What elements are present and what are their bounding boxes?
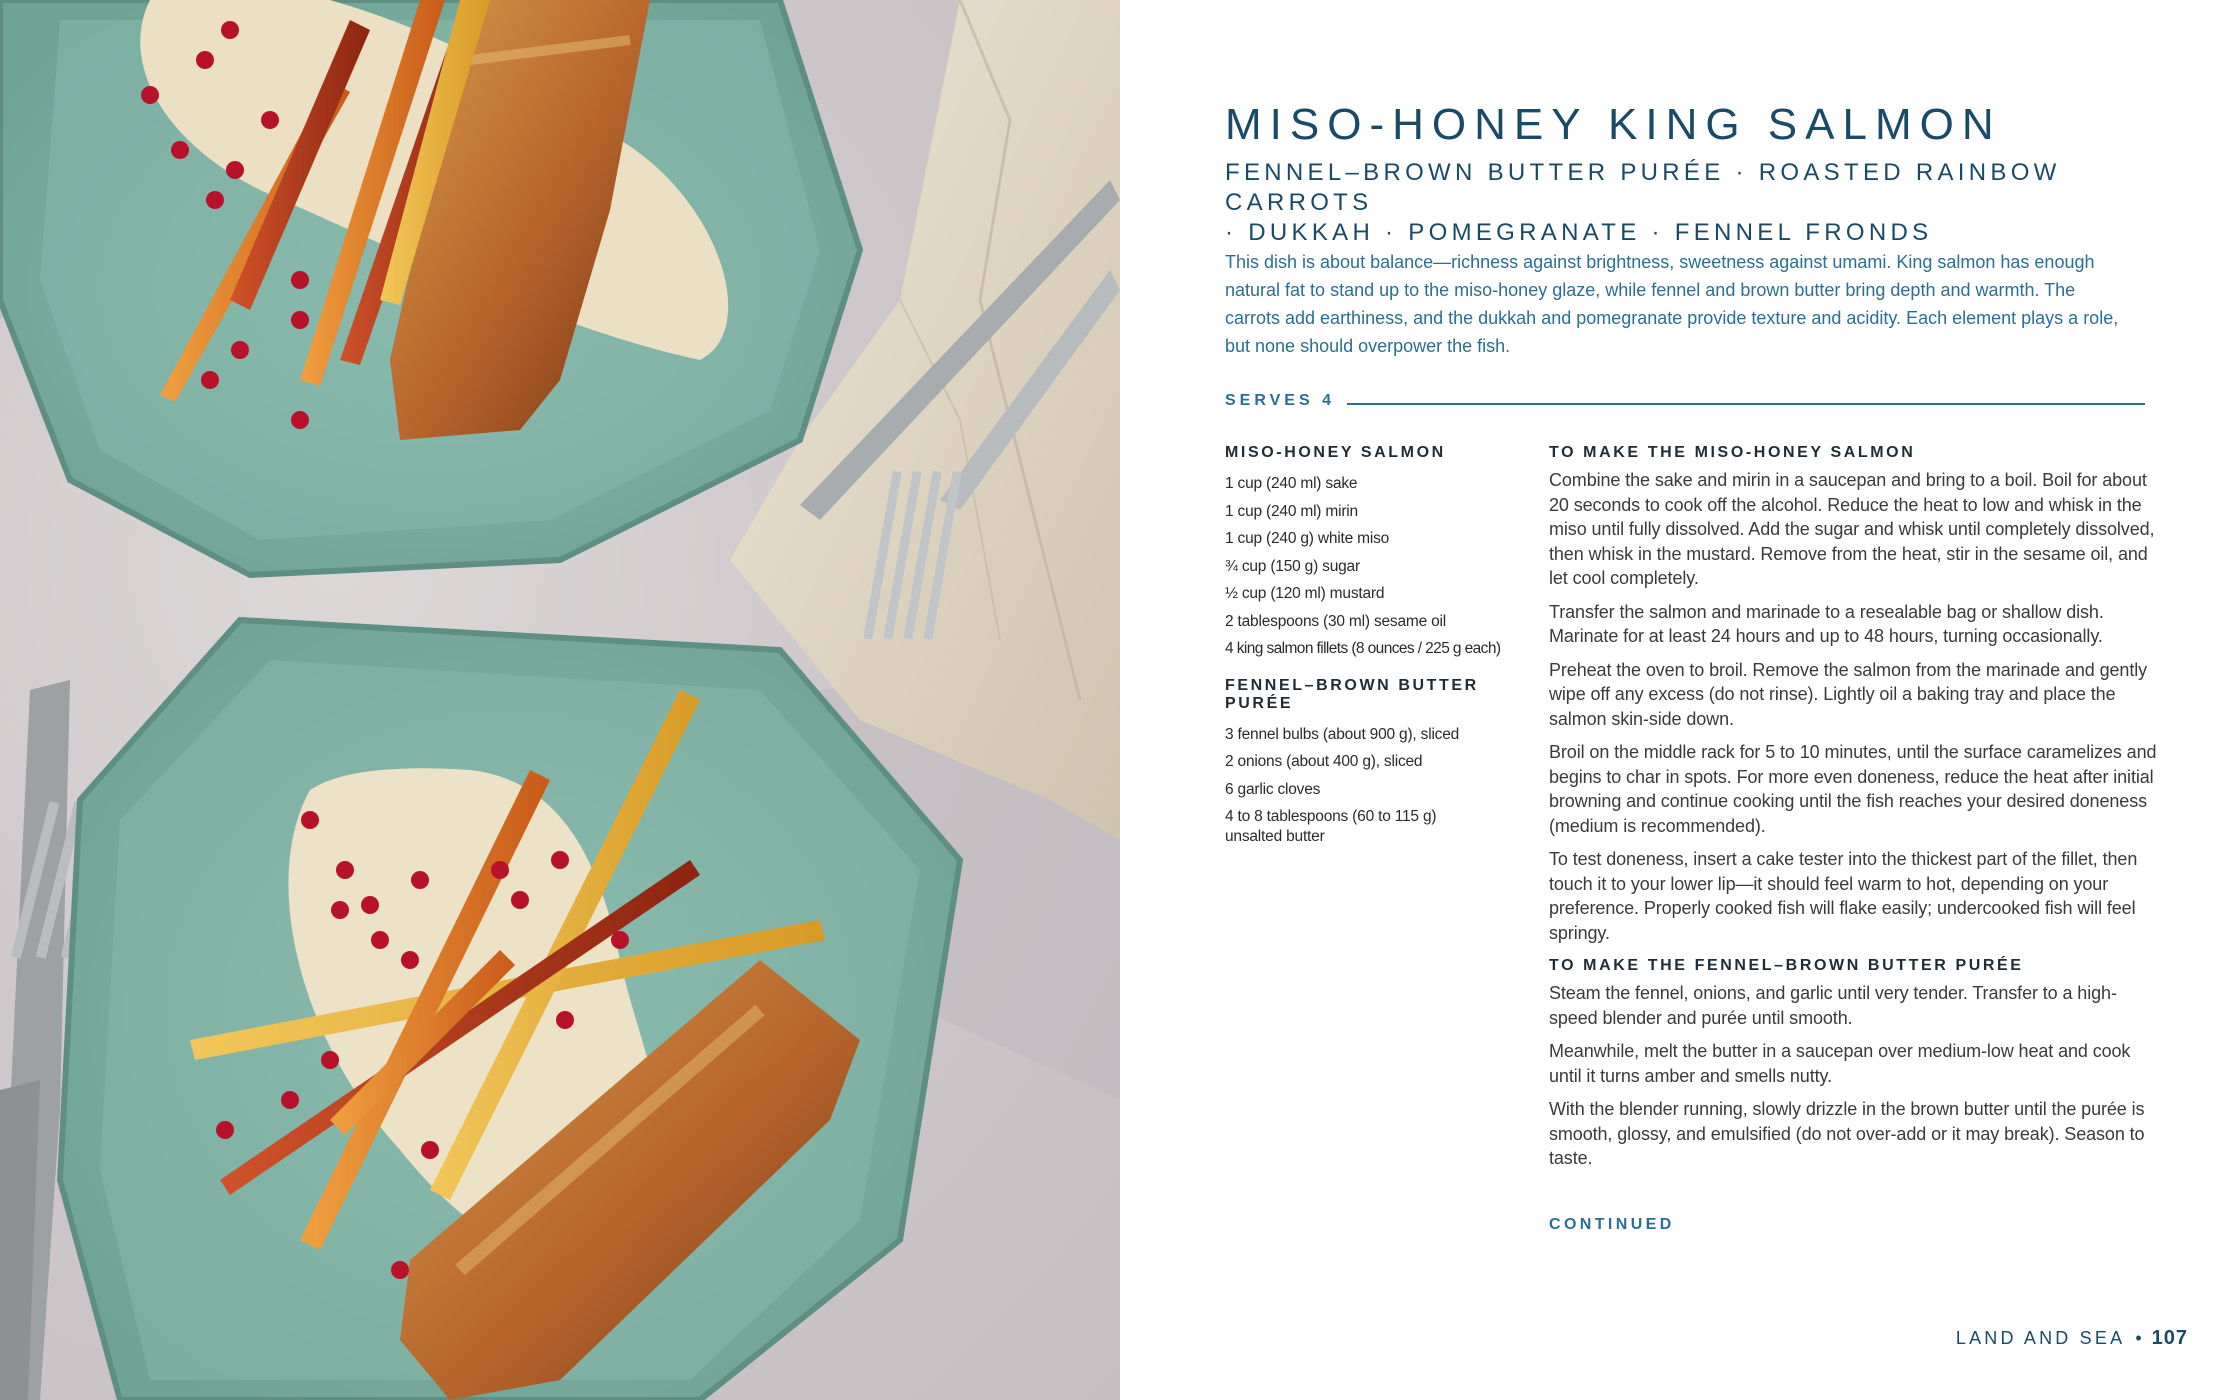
ingredient-item: 6 garlic cloves <box>1225 780 1321 798</box>
section-name: LAND AND SEA <box>1955 1328 2126 1348</box>
ingredient-item: 4 to 8 tablespoons (60 to 115 g) unsalted butter <box>1225 808 1437 845</box>
method-step: Preheat the oven to broil. Remove the salmon from the marinade and gently wipe off any excess (do not rinse). Lightly oil a baking tray and place the salmon skin-side down. <box>1549 659 2148 729</box>
footer-bullet: • <box>2135 1328 2142 1348</box>
method-step: Meanwhile, melt the butter in a saucepan over medium-low heat and cook until it turns amber and smells nutty. <box>1549 1041 2131 1086</box>
recipe-intro: This dish is about balance—richness against brightness, sweetness against umami. King salmon has enough natural fat to stand up to the miso-honey glaze, while fennel and brown butter bring depth and warmth. The carrots add earthiness, and the dukkah and pomegranate provide texture and acidity. Each element plays a role, but none should overpower the fish. <box>1225 252 2119 356</box>
ingredient-item: 4 king salmon fillets (8 ounces / 225 g each) <box>1225 640 1501 657</box>
ingredients-heading-puree: FENNEL–BROWN BUTTER PURÉE <box>1225 676 1479 712</box>
ingredient-item: ½ cup (120 ml) mustard <box>1225 585 1385 602</box>
top-plate <box>0 0 860 575</box>
method-step: Broil on the middle rack for 5 to 10 minutes, until the surface caramelizes and begins to char in spots. For more even doneness, reduce the heat after initial browning and continue cooking until the fish reaches your desired doneness (medium is recommended). <box>1549 742 2157 836</box>
subtitle-line-2: · DUKKAH · POMEGRANATE · FENNEL FRONDS <box>1225 219 1933 246</box>
serves-row <box>1225 392 2145 416</box>
ingredient-item: 3 fennel bulbs (about 900 g), sliced <box>1225 725 1460 743</box>
page-footer <box>1956 1327 2188 1350</box>
method-step: Transfer the salmon and marinade to a resealable bag or shallow dish. Marinate for at least 24 hours and up to 48 hours, turning occasionally. <box>1549 601 2104 646</box>
method-step: To test doneness, insert a cake tester into the thickest part of the fillet, then touch it to your lower lip—it should feel warm to hot, depending on your preference. Properly cooked fish will flake easily; undercooked fish will feel springy. <box>1549 849 2138 943</box>
ingredient-item: ¾ cup (150 g) sugar <box>1225 557 1360 575</box>
subtitle-line-1: FENNEL–BROWN BUTTER PURÉE · ROASTED RAINBOW CARROTS <box>1225 159 2061 216</box>
ingredients-list-salmon <box>1225 470 1535 663</box>
ingredient-item: 1 cup (240 ml) sake <box>1225 475 1358 492</box>
ingredient-item: 2 onions (about 400 g), sliced <box>1225 753 1423 770</box>
serves-label: SERVES 4 <box>1225 392 1347 410</box>
page-number: 107 <box>2151 1327 2188 1349</box>
recipe-title: MISO-HONEY KING SALMON <box>1225 100 2002 149</box>
ingredient-item: 1 cup (240 ml) mirin <box>1225 502 1358 520</box>
method-step: Combine the sake and mirin in a saucepan and bring to a boil. Boil for about 20 seconds to cook off the alcohol. Reduce the heat to low and whisk in the miso until fully dissolved. Add the sugar and whisk until completely dissolved, then whisk in the mustard. Remove from the heat, stir in the sesame oil, and let cool completely. <box>1549 470 2155 588</box>
ingredients-heading-salmon: MISO-HONEY SALMON <box>1225 444 1446 461</box>
method-step: Steam the fennel, onions, and garlic until very tender. Transfer to a high-speed blender and purée until smooth. <box>1549 983 2117 1028</box>
method-column <box>1549 444 2159 1180</box>
ingredients-column <box>1225 444 1535 861</box>
recipe-page <box>1120 0 2240 1400</box>
ingredient-item: 1 cup (240 g) white miso <box>1225 530 1390 547</box>
method-step: With the blender running, slowly drizzle in the brown butter until the purée is smooth, glossy, and emulsified (do not over-add or it may break). Season to taste. <box>1549 1099 2145 1168</box>
ingredient-item: 2 tablespoons (30 ml) sesame oil <box>1225 612 1447 630</box>
continued-label: CONTINUED <box>1549 1216 1675 1233</box>
ingredients-list-puree <box>1225 721 1535 848</box>
bottom-plate <box>60 620 960 1400</box>
recipe-subtitle <box>1225 158 2185 248</box>
method-heading-salmon: TO MAKE THE MISO-HONEY SALMON <box>1549 444 1916 461</box>
method-heading-puree: TO MAKE THE FENNEL–BROWN BUTTER PURÉE <box>1549 957 2024 974</box>
serves-divider <box>1330 403 2145 405</box>
